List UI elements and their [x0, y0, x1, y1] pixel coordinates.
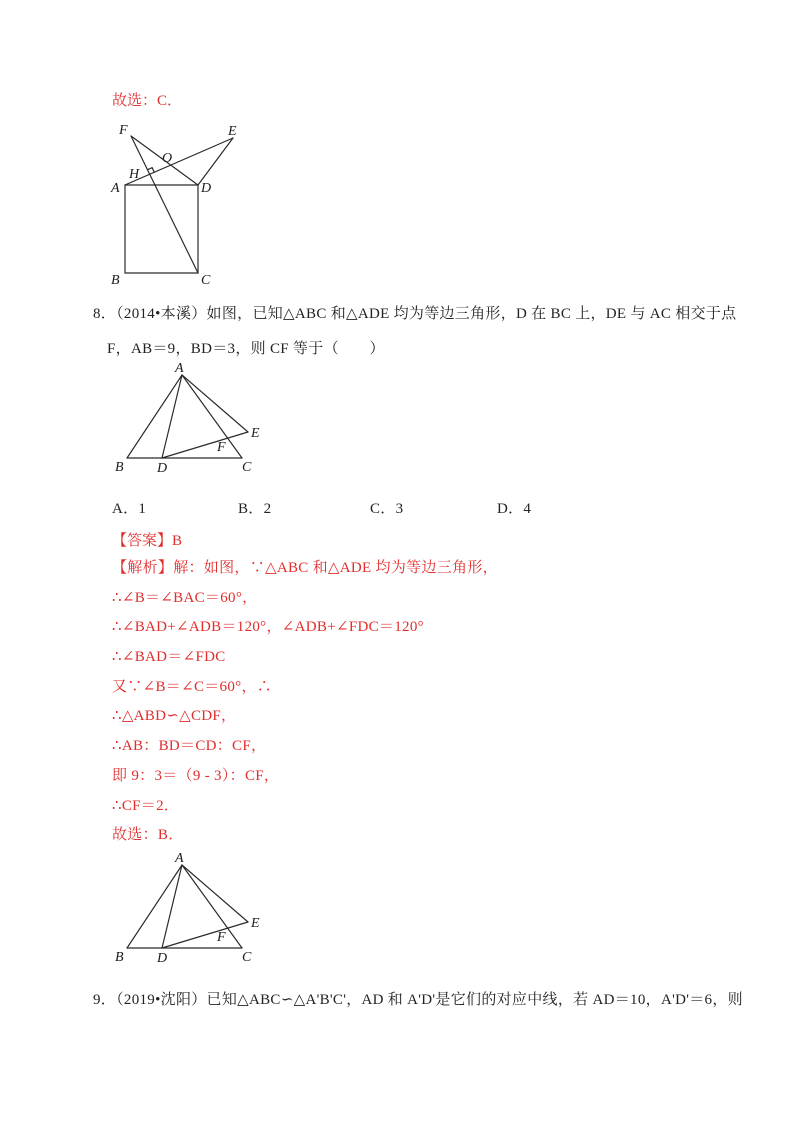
- vertex-label-d: D: [201, 181, 212, 196]
- choice-a: A．1: [112, 501, 147, 517]
- vertex-label-d: D: [157, 461, 168, 476]
- vertex-label-c: C: [242, 950, 252, 965]
- vertex-label-f: F: [217, 440, 226, 455]
- vertex-label-e: E: [228, 124, 237, 139]
- vertex-label-h: H: [129, 167, 140, 182]
- solution-line: ∴∠BAD＝∠FDC: [112, 649, 226, 666]
- vertex-label-c: C: [201, 273, 211, 288]
- vertex-label-a: A: [175, 361, 184, 376]
- vertex-label-o: O: [162, 151, 173, 166]
- problem8-line1: [93, 302, 736, 323]
- segment-ac: [182, 375, 242, 458]
- segment-ae: [182, 865, 248, 922]
- answer-line: 【答案】B: [112, 533, 183, 549]
- solution-line: ∴AB：BD＝CD：CF，: [112, 738, 267, 755]
- segment-ad: [162, 375, 182, 458]
- choice-b: B．2: [238, 501, 272, 517]
- problem9-line1: [93, 988, 743, 1009]
- vertex-label-f: F: [217, 930, 226, 945]
- problem8-number: 8．: [93, 306, 117, 322]
- problem8-line2: F，AB＝9，BD＝3，则 CF 等于（ ）: [107, 341, 385, 357]
- solution-line: 【解析】解：如图，∵△ABC 和△ADE 均为等边三角形，: [112, 560, 498, 576]
- choice-d: D．4: [497, 501, 532, 517]
- segment-de: [162, 432, 248, 458]
- vertex-label-b: B: [115, 950, 124, 965]
- vertex-label-d: D: [157, 951, 168, 966]
- vertex-label-f: F: [119, 123, 128, 138]
- problem9-number: 9．: [93, 992, 117, 1008]
- solution-line: ∴△ABD∽△CDF，: [112, 708, 237, 725]
- segment-ab: [127, 375, 182, 458]
- vertex-label-a: A: [111, 181, 120, 196]
- segment-ac: [182, 865, 242, 948]
- vertex-label-a: A: [175, 851, 184, 866]
- solution-line: ∴∠BAD+∠ADB＝120°，∠ADB+∠FDC＝120°: [112, 619, 424, 636]
- figure-triangle-2: [105, 850, 277, 968]
- segment-ab: [127, 865, 182, 948]
- solution-line: 即 9：3＝（9 - 3）：CF，: [112, 767, 280, 784]
- segment-ae: [182, 375, 248, 432]
- choice-c: C．3: [370, 501, 404, 517]
- segment-ae: [125, 138, 233, 185]
- vertex-label-b: B: [111, 273, 120, 288]
- vertex-label-e: E: [251, 426, 260, 441]
- vertex-label-b: B: [115, 460, 124, 475]
- segment-ad: [162, 865, 182, 948]
- solution-line: ∴∠B＝∠BAC＝60°，: [112, 589, 258, 606]
- vertex-label-e: E: [251, 916, 260, 931]
- problem8-text1: （2014•本溪）如图，已知△ABC 和△ADE 均为等边三角形，D 在 BC 上，DE 与 AC 相交于点: [116, 306, 737, 322]
- segment-de: [162, 922, 248, 948]
- figure-triangle-1: [105, 360, 277, 478]
- problem9-text1: （2019•沈阳）已知△ABC∽△A'B'C'，AD 和 A'D'是它们的对应中线，若 AD＝10，A'D'＝6，则: [116, 992, 743, 1008]
- solution-block: [112, 554, 498, 851]
- solution-line: 又∵∠B＝∠C＝60°，∴: [112, 678, 273, 695]
- prev-solution-choose-line: 故选：C．: [112, 93, 183, 109]
- solution-line: ∴CF＝2．: [112, 797, 180, 814]
- vertex-label-c: C: [242, 460, 252, 475]
- figure-square-abcd: [100, 110, 260, 290]
- solution-line: 故选：B．: [112, 827, 184, 844]
